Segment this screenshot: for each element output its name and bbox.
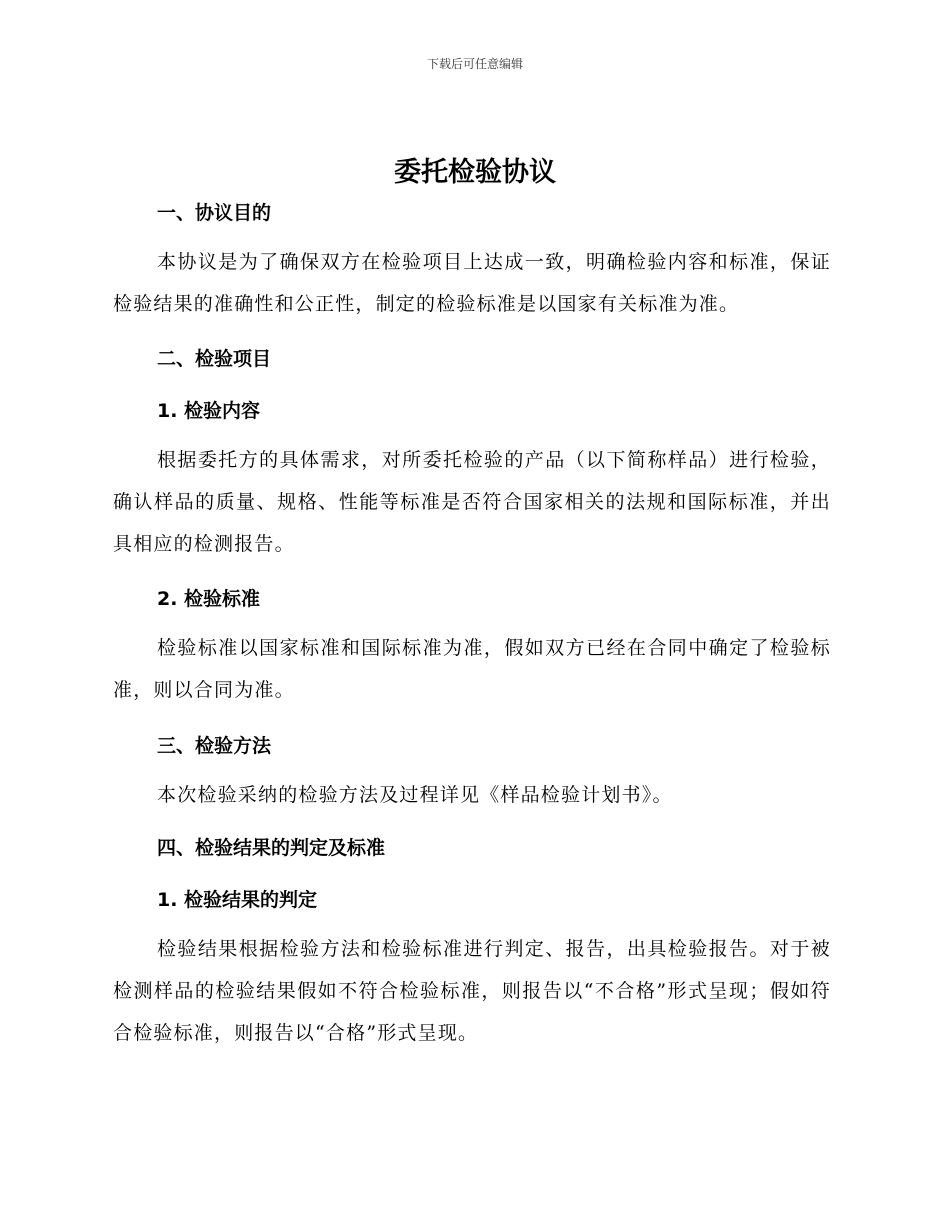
section-1-paragraph: 本协议是为了确保双方在检验项目上达成一致，明确检验内容和标准，保证检验结果的准确性和公正性，制定的检验标准是以国家有关标准为准。 <box>113 251 831 315</box>
section-2-2-heading: 2. 检验标准 <box>157 588 261 610</box>
section-3-heading: 三、检验方法 <box>157 735 272 757</box>
document-title: 委托检验协议 <box>394 157 556 188</box>
page-header-note: 下载后可任意编辑 <box>426 57 523 71</box>
section-2-1-heading: 1. 检验内容 <box>157 400 261 422</box>
section-1-heading: 一、协议目的 <box>157 202 272 224</box>
section-4-heading: 四、检验结果的判定及标准 <box>157 837 386 859</box>
section-2-1-paragraph: 根据委托方的具体需求，对所委托检验的产品（以下简称样品）进行检验，确认样品的质量、规格、性能等标准是否符合国家相关的法规和国际标准，并出具相应的检测报告。 <box>113 449 831 555</box>
section-3-paragraph: 本次检验采纳的检验方法及过程详见《样品检验计划书》。 <box>157 784 673 806</box>
section-2-heading: 二、检验项目 <box>157 348 272 370</box>
section-4-1-heading: 1. 检验结果的判定 <box>157 889 318 911</box>
section-2-2-paragraph: 检验标准以国家标准和国际标准为准，假如双方已经在合同中确定了检验标准，则以合同为准。 <box>113 637 831 701</box>
section-4-1-paragraph: 检验结果根据检验方法和检验标准进行判定、报告，出具检验报告。对于被检测样品的检验结果假如不符合检验标准，则报告以“不合格”形式呈现；假如符合检验标准，则报告以“合格”形式呈现。 <box>113 938 831 1044</box>
